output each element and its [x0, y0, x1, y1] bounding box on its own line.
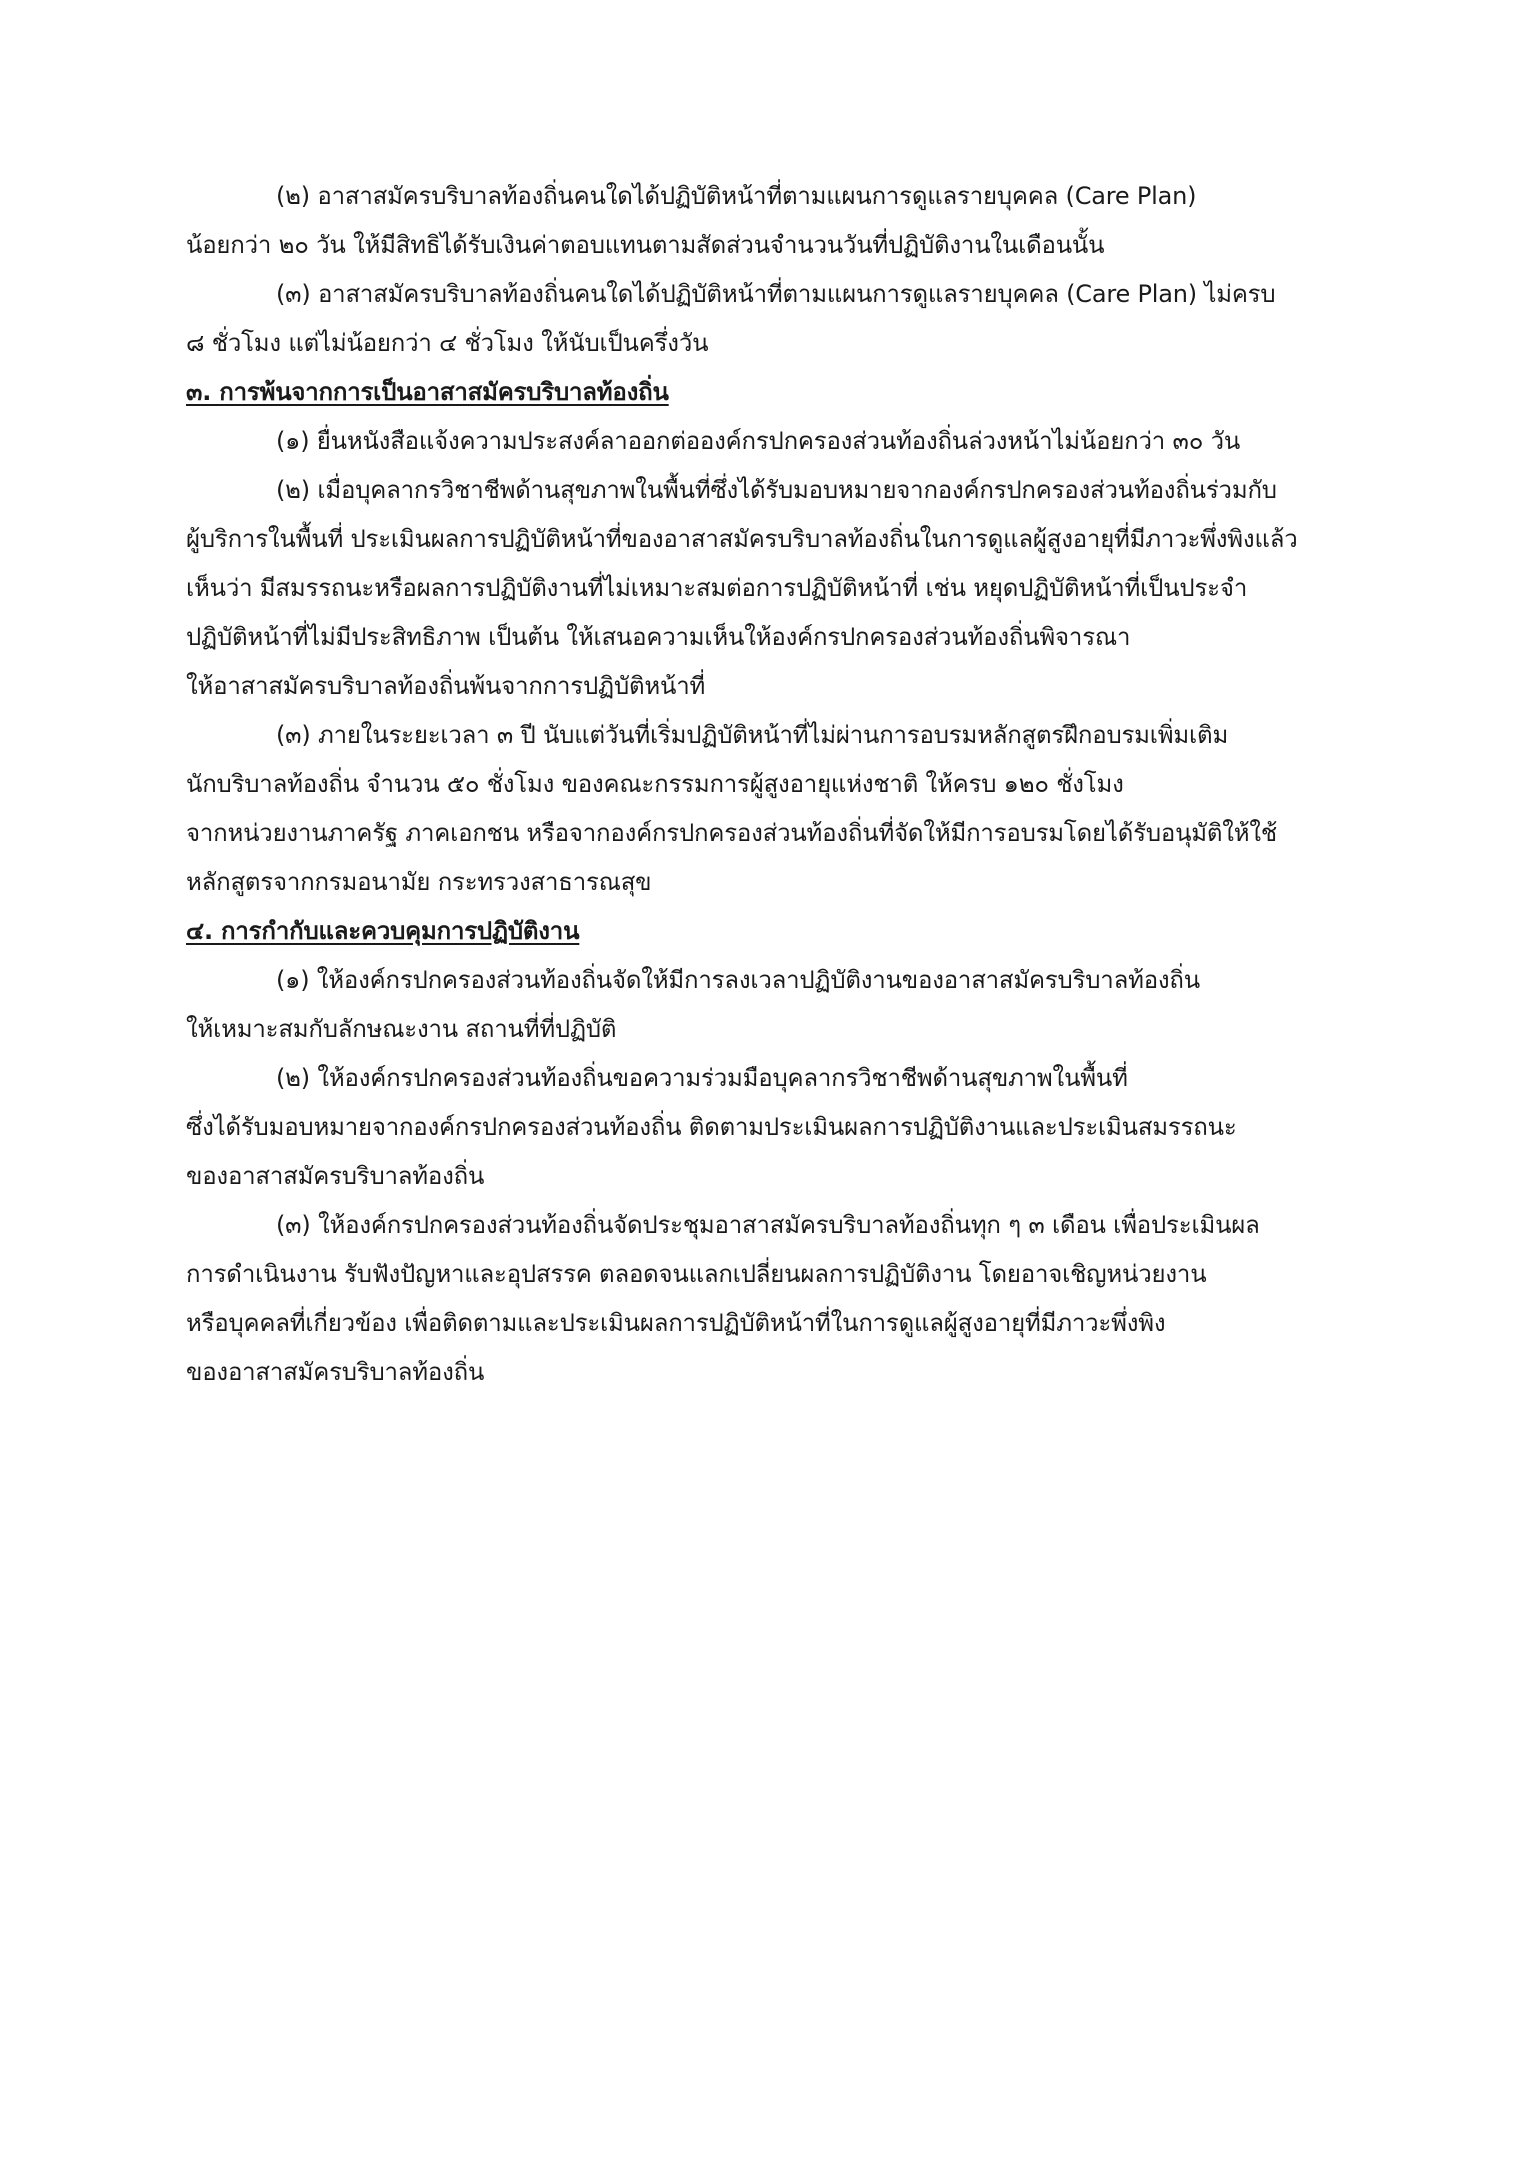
text-line: (๓) ภายในระยะเวลา ๓ ปี นับแต่วันที่เริ่มปฏิบัติหน้าที่ไม่ผ่านการอบรมหลักสูตรฝึกอบรมเพิ่มเติม	[276, 721, 1229, 749]
section-3-item-1	[186, 417, 1351, 466]
text-line: (๒) ให้องค์กรปกครองส่วนท้องถิ่นขอความร่วมมือบุคลากรวิชาชีพด้านสุขภาพในพื้นที่	[276, 1064, 1128, 1092]
text-line: (๓) ให้องค์กรปกครองส่วนท้องถิ่นจัดประชุมอาสาสมัครบริบาลท้องถิ่นทุก ๆ ๓ เดือน เพื่อประเมินผล	[276, 1211, 1260, 1239]
text-line: ให้อาสาสมัครบริบาลท้องถิ่นพ้นจากการปฏิบัติหน้าที่	[186, 672, 706, 700]
text-line: (๑) ให้องค์กรปกครองส่วนท้องถิ่นจัดให้มีการลงเวลาปฏิบัติงานของอาสาสมัครบริบาลท้องถิ่น	[276, 966, 1200, 994]
text-line: ปฏิบัติหน้าที่ไม่มีประสิทธิภาพ เป็นต้น ให้เสนอความเห็นให้องค์กรปกครองส่วนท้องถิ่นพิจารณา	[186, 623, 1131, 651]
text-line: หรือบุคคลที่เกี่ยวข้อง เพื่อติดตามและประเมินผลการปฏิบัติหน้าที่ในการดูแลผู้สูงอายุที่มีภาวะพึ่งพิง	[186, 1309, 1166, 1337]
section-3-item-3	[186, 711, 1351, 907]
text-line: การดำเนินงาน รับฟังปัญหาและอุปสรรค ตลอดจนแลกเปลี่ยนผลการปฏิบัติงาน โดยอาจเชิญหน่วยงาน	[186, 1260, 1207, 1288]
section-4-heading: ๔. การกำกับและควบคุมการปฏิบัติงาน	[186, 917, 580, 945]
section-4-item-3	[186, 1201, 1351, 1397]
text-line: ของอาสาสมัครบริบาลท้องถิ่น	[186, 1358, 485, 1386]
text-line: นักบริบาลท้องถิ่น จำนวน ๕๐ ชั่งโมง ของคณะกรรมการผู้สูงอายุแห่งชาติ ให้ครบ ๑๒๐ ชั่งโมง	[186, 770, 1124, 798]
intro-item-3	[186, 270, 1351, 368]
text-line: ของอาสาสมัครบริบาลท้องถิ่น	[186, 1162, 485, 1190]
text-line: จากหน่วยงานภาครัฐ ภาคเอกชน หรือจากองค์กรปกครองส่วนท้องถิ่นที่จัดให้มีการอบรมโดยได้รับอนุมัติให้ใช้	[186, 819, 1278, 847]
section-3-item-2	[186, 466, 1351, 711]
intro-item-2	[186, 172, 1351, 270]
text-line: ซึ่งได้รับมอบหมายจากองค์กรปกครองส่วนท้องถิ่น ติดตามประเมินผลการปฏิบัติงานและประเมินสมรรถนะ	[186, 1113, 1237, 1141]
document-body	[186, 172, 1351, 1397]
text-line: (๓) อาสาสมัครบริบาลท้องถิ่นคนใดได้ปฏิบัติหน้าที่ตามแผนการดูแลรายบุคคล (Care Plan) ไม่ครบ	[276, 280, 1276, 308]
text-line: ให้เหมาะสมกับลักษณะงาน สถานที่ที่ปฏิบัติ	[186, 1015, 617, 1043]
text-line: (๒) อาสาสมัครบริบาลท้องถิ่นคนใดได้ปฏิบัติหน้าที่ตามแผนการดูแลรายบุคคล (Care Plan)	[276, 182, 1197, 210]
text-line: หลักสูตรจากกรมอนามัย กระทรวงสาธารณสุข	[186, 868, 652, 896]
text-line: เห็นว่า มีสมรรถนะหรือผลการปฏิบัติงานที่ไม่เหมาะสมต่อการปฏิบัติหน้าที่ เช่น หยุดปฏิบัติหน้าที่เป็นประจำ	[186, 574, 1248, 602]
text-line: ๘ ชั่วโมง แต่ไม่น้อยกว่า ๔ ชั่วโมง ให้นับเป็นครึ่งวัน	[186, 329, 709, 357]
section-4-item-2	[186, 1054, 1351, 1201]
section-3-heading: ๓. การพ้นจากการเป็นอาสาสมัครบริบาลท้องถิ่น	[186, 378, 669, 406]
text-line: น้อยกว่า ๒๐ วัน ให้มีสิทธิได้รับเงินค่าตอบแทนตามสัดส่วนจำนวนวันที่ปฏิบัติงานในเดือนนั้น	[186, 231, 1105, 259]
section-4-item-1	[186, 956, 1351, 1054]
text-line: (๑) ยื่นหนังสือแจ้งความประสงค์ลาออกต่อองค์กรปกครองส่วนท้องถิ่นล่วงหน้าไม่น้อยกว่า ๓๐ วัน	[276, 427, 1241, 455]
text-line: (๒) เมื่อบุคลากรวิชาชีพด้านสุขภาพในพื้นที่ซึ่งได้รับมอบหมายจากองค์กรปกครองส่วนท้องถิ่นร่วมกับ	[276, 476, 1277, 504]
text-line: ผู้บริการในพื้นที่ ประเมินผลการปฏิบัติหน้าที่ของอาสาสมัครบริบาลท้องถิ่นในการดูแลผู้สูงอายุที่มีภาวะพึ่งพิงแล้ว	[186, 525, 1298, 553]
